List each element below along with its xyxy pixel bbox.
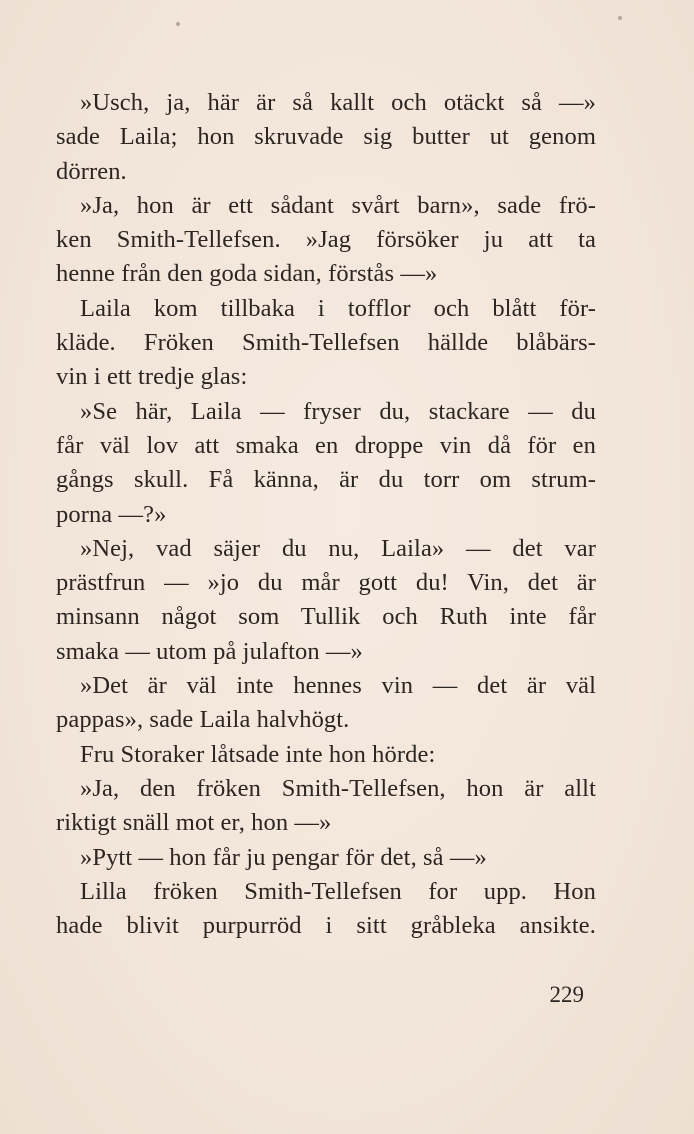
- text-line: porna —?»: [56, 500, 167, 528]
- text-line: »Nej, vad säjer du nu, Laila» — det var: [80, 534, 596, 562]
- text-line: »Ja, den fröken Smith-Tellefsen, hon är allt: [80, 774, 596, 802]
- text-line: »Usch, ja, här är så kallt och otäckt så —»: [80, 89, 596, 116]
- text-line: dörren.: [56, 157, 127, 185]
- text-line: vin i ett tredje glas:: [56, 363, 248, 391]
- text-line: riktigt snäll mot er, hon —»: [56, 809, 332, 837]
- text-line: henne från den goda sidan, förstås —»: [56, 260, 438, 288]
- text-line: minsann något som Tullik och Ruth inte får: [56, 603, 596, 631]
- text-line: Laila kom tillbaka i tofflor och blått för-: [80, 294, 596, 322]
- text-line: ken Smith-Tellefsen. »Jag försöker ju att ta: [56, 226, 596, 254]
- text-line: Lilla fröken Smith-Tellefsen for upp. Hon: [80, 877, 596, 905]
- text-line: »Ja, hon är ett sådant svårt barn», sade frö-: [80, 191, 596, 219]
- text-line: pappas», sade Laila halvhögt.: [56, 706, 350, 734]
- page-text: [56, 86, 596, 943]
- text-line: sade Laila; hon skruvade sig butter ut genom: [56, 123, 596, 151]
- text-line: gångs skull. Få känna, är du torr om strum-: [56, 466, 596, 494]
- text-line: smaka — utom på julafton —»: [56, 637, 363, 665]
- text-line: »Det är väl inte hennes vin — det är väl: [80, 672, 596, 700]
- paper-speck: [618, 16, 622, 20]
- text-line: »Se här, Laila — fryser du, stackare — du: [80, 397, 596, 425]
- text-line: hade blivit purpurröd i sitt gråbleka ansikte.: [56, 912, 596, 940]
- page-number: 229: [549, 982, 584, 1007]
- text-line: får väl lov att smaka en droppe vin då för en: [56, 431, 596, 459]
- paper-speck: [176, 22, 180, 26]
- text-line: kläde. Fröken Smith-Tellefsen hällde blåbärs-: [56, 329, 596, 357]
- text-line: Fru Storaker låtsade inte hon hörde:: [80, 740, 436, 768]
- text-line: »Pytt — hon får ju pengar för det, så —»: [80, 843, 487, 871]
- text-line: prästfrun — »jo du mår gott du! Vin, det är: [56, 569, 596, 597]
